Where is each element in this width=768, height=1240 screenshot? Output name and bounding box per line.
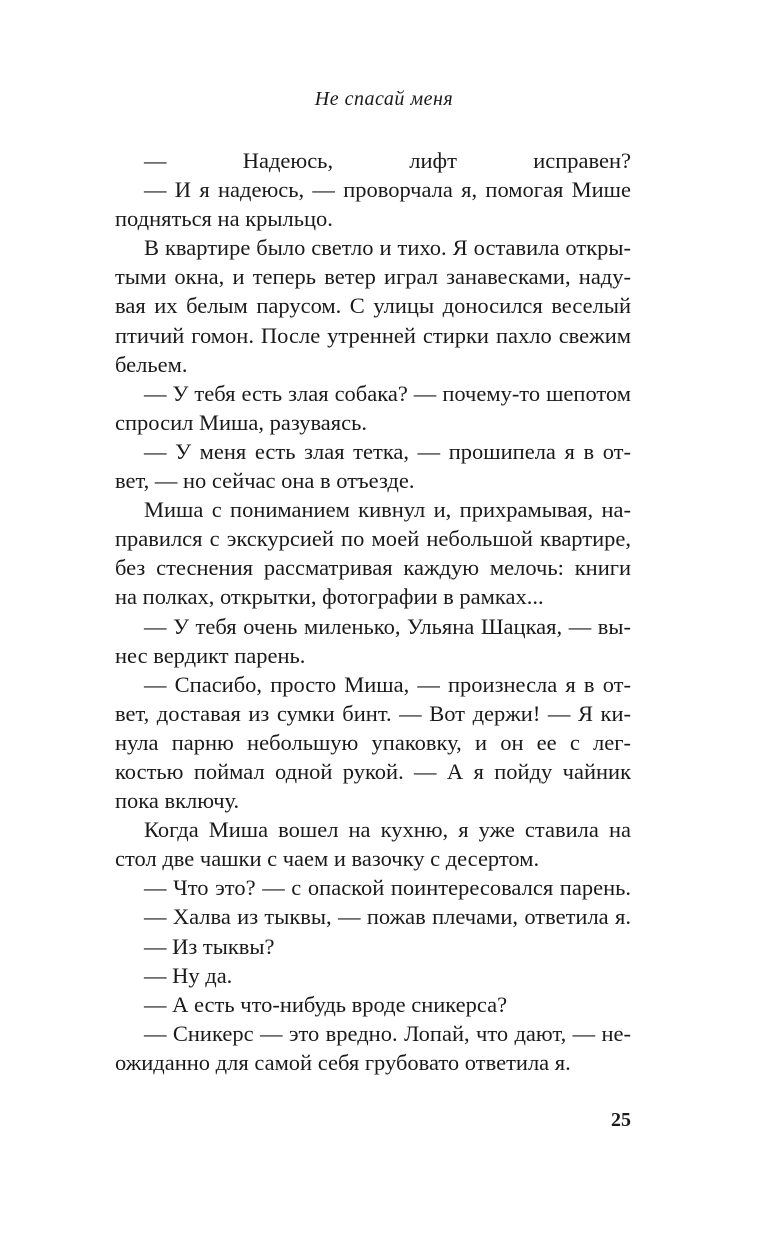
text-line: — И я надеюсь, — проворчала я, помогая Мише xyxy=(144,177,631,203)
text-line: — Сникерс — это вредно. Лопай, что дают, — не- xyxy=(144,1020,631,1046)
text-line: правился с экскурсией по моей небольшой квартире, xyxy=(115,526,631,552)
text-line: В квартире было светло и тихо. Я оставила откры- xyxy=(144,235,631,261)
text-line: тыми окна, и теперь ветер играл занавесками, наду- xyxy=(115,264,631,290)
text-line: — У меня есть злая тетка, — прошипела я в от- xyxy=(144,438,631,464)
text-line: спросил Миша, разуваясь. xyxy=(115,409,368,435)
page-number: 25 xyxy=(611,1109,631,1131)
text-line: — Надеюсь, лифт исправен? xyxy=(144,148,631,173)
text-line: — Из тыквы? xyxy=(144,933,275,959)
text-line: пока включу. xyxy=(115,788,240,814)
text-line: стол две чашки с чаем и вазочку с десертом. xyxy=(115,846,540,872)
text-line: нес вердикт парень. xyxy=(115,642,306,668)
text-line: подняться на крыльцо. xyxy=(115,206,333,232)
text-line: — У тебя есть злая собака? — почему-то шепотом xyxy=(144,380,631,406)
text-line: нула парню небольшую упаковку, и он ее с лег- xyxy=(115,729,631,755)
text-line: ожиданно для самой себя грубовато ответила я. xyxy=(115,1049,571,1075)
text-line: — Халва из тыквы, — пожав плечами, ответила я. xyxy=(144,904,631,930)
text-line: вет, — но сейчас она в отъезде. xyxy=(115,468,415,494)
body-text xyxy=(115,146,631,1077)
text-line: без стеснения рассматривая каждую мелочь: книги xyxy=(115,555,631,581)
text-line: — Ну да. xyxy=(144,962,233,988)
text-line: — Что это? — с опаской поинтересовался парень. xyxy=(144,875,631,901)
text-line: Когда Миша вошел на кухню, я уже ставила на xyxy=(144,817,631,843)
text-line: бельем. xyxy=(115,351,188,377)
text-line: костью поймал одной рукой. — А я пойду чайник xyxy=(115,758,631,784)
text-line: Миша с пониманием кивнул и, прихрамывая, на- xyxy=(144,497,631,523)
text-line: вая их белым парусом. С улицы доносился веселый xyxy=(115,293,631,319)
text-line: вет, доставая из сумки бинт. — Вот держи! — Я ки- xyxy=(115,700,631,726)
running-head: Не спасай меня xyxy=(314,88,454,110)
text-line: на полках, открытки, фотографии в рамках... xyxy=(115,584,544,610)
text-line: — А есть что-нибудь вроде сникерса? xyxy=(144,991,508,1017)
text-line: — Спасибо, просто Миша, — произнесла я в от- xyxy=(144,671,631,697)
text-line: — У тебя очень миленько, Ульяна Шацкая, — вы- xyxy=(144,613,631,639)
text-line: птичий гомон. После утренней стирки пахло свежим xyxy=(115,322,631,348)
